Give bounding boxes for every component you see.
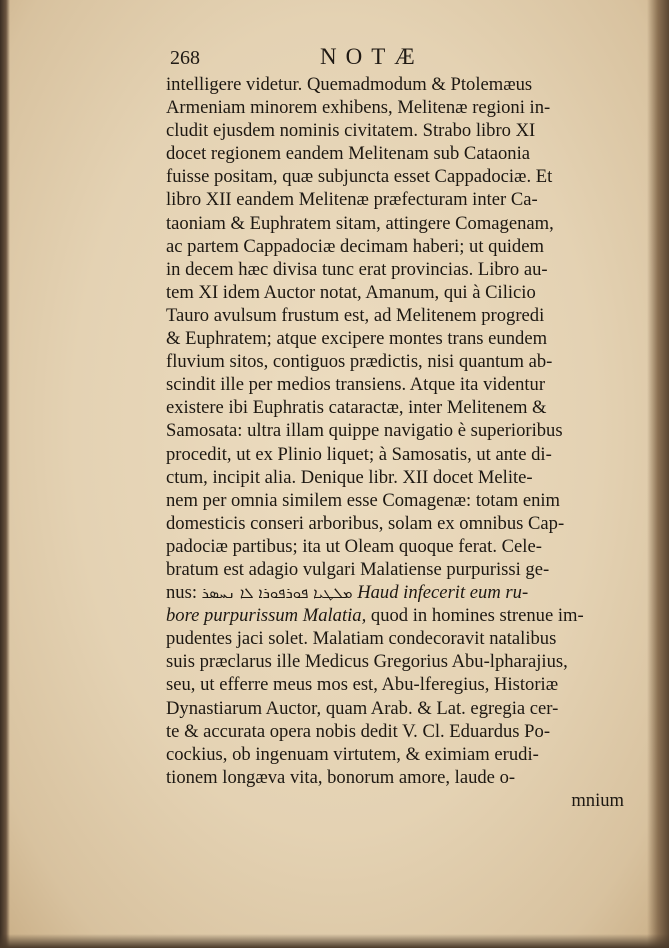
text-line: te & accurata opera nobis dedit V. Cl. Eduardus Po- — [166, 720, 551, 742]
text-line: bratum est adagio vulgari Malatiense purpurissi ge- — [166, 558, 550, 580]
text-line: & Euphratem; atque excipere montes trans eundem — [166, 328, 548, 350]
text-line: tionem longæva vita, bonorum amore, laude o- — [166, 766, 516, 788]
catchword: mnium — [571, 789, 624, 811]
text-line: cludit ejusdem nominis civitatem. Strabo libro XI — [166, 120, 536, 142]
text-line: tem XI idem Auctor notat, Amanum, qui à Cilicio — [166, 281, 536, 303]
text-line: nus: ܡܠܛܝܐ ܦܘܪܦܘܪܐ ܠܐ ܢܚܣܪ Haud infecerit eum ru- — [166, 582, 529, 604]
text-line: libro XII eandem Melitenæ præfecturam inter Ca- — [166, 189, 538, 211]
text-line: pudentes jaci solet. Malatiam condecoravit natalibus — [166, 628, 557, 650]
text-line: Samosata: ultra illam quippe navigatio è superioribus — [166, 420, 563, 442]
text-line: scindit ille per medios transiens. Atque ita videntur — [166, 374, 546, 396]
page-edge-left — [0, 0, 10, 948]
text-line: cockius, ob ingenuam virtutem, & eximiam erudi- — [166, 743, 539, 765]
text-line: taoniam & Euphratem sitam, attingere Comagenam, — [166, 212, 554, 234]
page-edge-bottom — [0, 934, 669, 948]
page-edge-right — [647, 0, 669, 948]
text-line: intelligere videtur. Quemadmodum & Ptolemæus — [166, 74, 533, 95]
text-line: Tauro avulsum frustum est, ad Melitenem progredi — [166, 304, 545, 326]
text-line: Dynastiarum Auctor, quam Arab. & Lat. egregia cer- — [166, 697, 559, 719]
text-line: seu, ut efferre meus mos est, Abu-lferegius, Historiæ — [166, 674, 559, 696]
text-line: bore purpurissum Malatia, quod in homines strenue im- — [166, 605, 584, 627]
italic-phrase: Haud infecerit eum ru- — [352, 582, 529, 604]
text-line: domesticis conseri arboribus, solam ex omnibus Cap- — [166, 512, 565, 534]
text-line: fuisse positam, quæ subjuncta esset Cappadociæ. Et — [166, 166, 553, 188]
italic-phrase: bore purpurissum Malatia, — [166, 605, 367, 627]
text-line: ctum, incipit alia. Denique libr. XII docet Melite- — [166, 466, 533, 488]
text-line: padociæ partibus; ita ut Oleam quoque ferat. Cele- — [166, 535, 542, 557]
text-line: fluvium sitos, contiguos prædictis, nisi quantum ab- — [166, 351, 553, 373]
text-line: procedit, ut ex Plinio liquet; à Samosatis, ut ante di- — [166, 443, 552, 465]
page-header — [170, 44, 625, 74]
text-line: nem per omnia similem esse Comagenæ: totam enim — [166, 489, 561, 511]
text-line: in decem hæc divisa tunc erat provincias. Libro au- — [166, 258, 548, 280]
syriac-phrase: ܡܠܛܝܐ ܦܘܪܦܘܪܐ ܠܐ ܢܚܣܪ — [201, 584, 353, 603]
running-head: NOTÆ — [320, 44, 424, 69]
text-line: docet regionem eandem Melitenam sub Cataonia — [166, 143, 531, 165]
text-line: existere ibi Euphratis cataractæ, inter Melitenem & — [166, 397, 547, 419]
page-number: 268 — [170, 47, 200, 69]
text-line: suis præclarus ille Medicus Gregorius Abu-lpharajius, — [166, 651, 568, 673]
text-line: ac partem Cappadociæ decimam haberi; ut quidem — [166, 235, 544, 257]
body-text — [166, 73, 624, 812]
text-line: Armeniam minorem exhibens, Melitenæ regioni in- — [166, 97, 551, 119]
